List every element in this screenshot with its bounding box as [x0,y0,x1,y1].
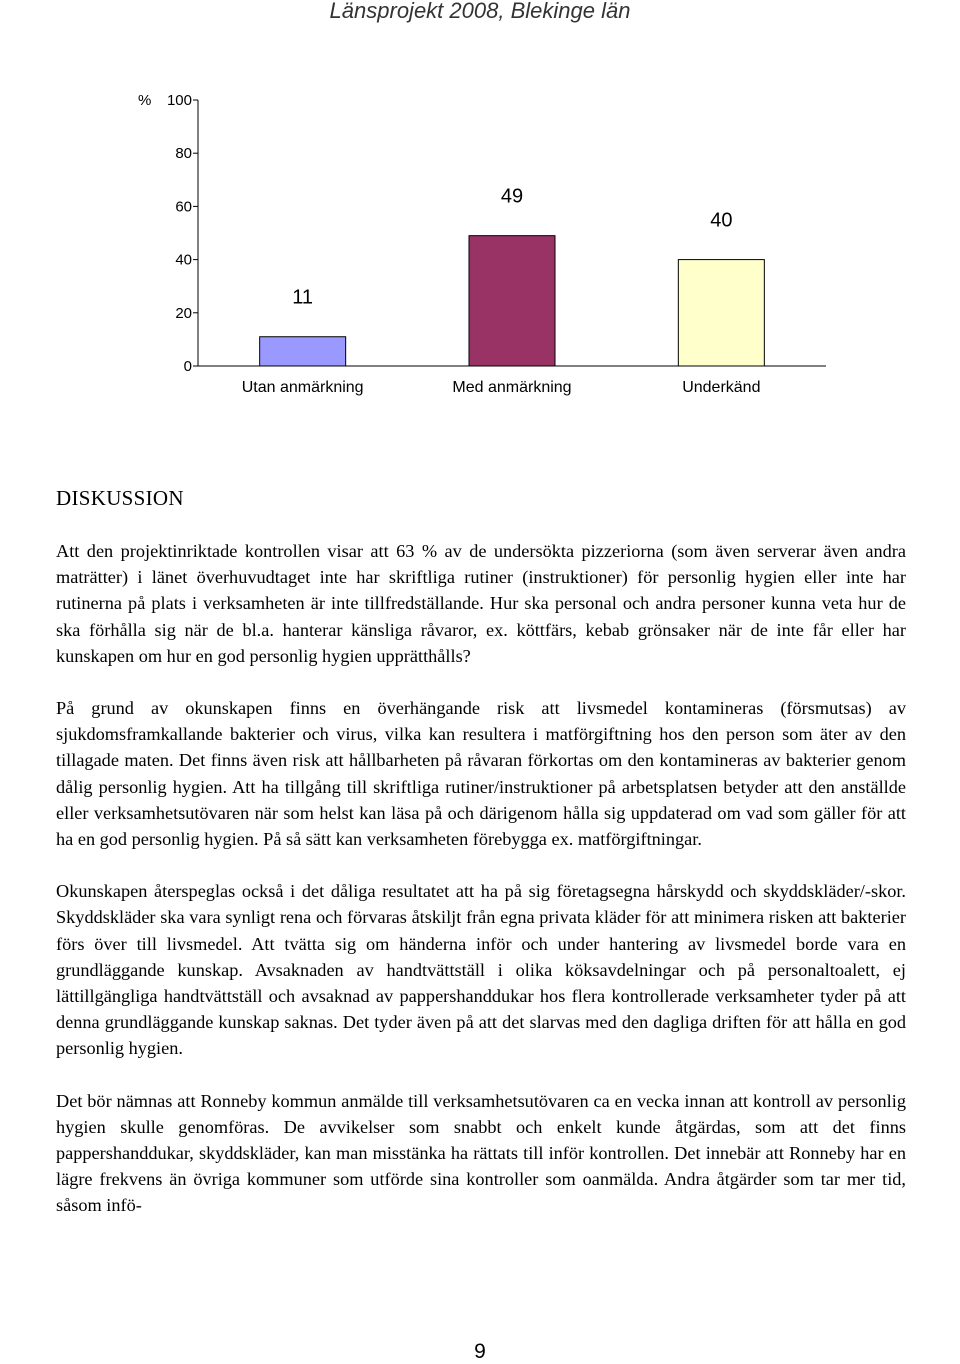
paragraph: Det bör nämnas att Ronneby kommun anmälde till verksamhetsutövaren ca en vecka innan att kontroll av personlig hygien skulle genomföras. De avvikelser som snabbt och enkelt kunde åtgärdas, som att det finns pappershanddukar, skyddskläder, kan man misstänka ha rättats till inför kontrollen. Det innebär att Ronneby har en lägre frekvens än övriga kommuner som utförde sina kontroller som oanmälda. Andra åtgärder som tar mer tid, såsom infö- [56,1090,906,1216]
y-tick-label: 100 [166,92,192,109]
y-axis-unit: % [138,92,152,109]
page-header: Länsprojekt 2008, Blekinge län [329,0,631,23]
x-tick-label: Utan anmärkning [241,379,364,396]
paragraph: Att den projektinriktade kontrollen visar att 63 % av de undersökta pizzeriorna (som även serverar även andra maträtter) i länet överhuvudtaget inte har skriftliga rutiner (instruktioner) för personlig hygien eller inte har rutinerna på plats i verksamheten är inte tillfredställande. Hur ska personal och andra personer kunna veta hur de ska förhålla sig när de bl.a. hanterar känsliga råvaror, ex. köttfärs, kebab grönsaker när de inte får eller har kunskapen om hur en god personlig hygien upprätthålls? [56,541,906,666]
data-label: 40 [710,209,733,232]
discussion-body [56,538,906,1245]
x-tick-label: Med anmärkning [452,379,572,396]
data-label: 11 [292,286,314,309]
bar [678,260,764,366]
y-tick-label: 20 [175,304,192,322]
bar-chart [0,80,960,400]
section-title: DISKUSSION [56,486,184,510]
paragraph: Okunskapen återspeglas också i det dåliga resultatet att ha på sig företagsegna hårskydd och skyddskläder/-skor. Skyddskläder ska vara synligt rena och förvaras åtskiljt från egna privata kläder för att minimera risken att bakterier förs över till livsmedel. Att tvätta sig om händerna inför och under hantering av livsmedel borde vara en grundläggande kunskap. Avsaknaden av handtvättställ i olika köksavdelningar och på personaltoalett, ej lättillgängliga handtvättställ och avsaknad av pappershanddukar hos flera kontrollerade verksamheter tyder på att denna grundläggande kunskap saknas. Det tyder även på att det slarvas med den dagliga driften för att hålla en god personlig hygien. [56,881,906,1059]
y-tick-label: 60 [175,198,192,216]
data-label: 49 [500,185,524,208]
bar [260,337,346,366]
chart-bars [260,236,765,366]
paragraph: På grund av okunskapen finns en överhängande risk att livsmedel kontamineras (försmutsas) av sjukdomsframkallande bakterier och virus, vilka kan resultera i matförgiftning hos den person som äter av den tillagade maten. Det finns även risk att hållbarheten på råvaran förkortas om den kontamineras av bakterier genom dålig personlig hygien. Att ha tillgång till skriftliga rutiner/instruktioner på arbetsplatsen betyder att den anställde eller verksamhetsutövaren när som helst kan läsa på och därigenom hålla sig uppdaterad om vad som gäller för att ha en god personlig hygien. På så sätt kan verksamheten förebygga ex. matförgiftningar. [56,698,906,850]
page-number: 9 [474,1340,486,1363]
y-tick-label: 0 [183,358,192,375]
y-tick-label: 40 [175,251,192,269]
x-tick-label: Underkänd [682,379,761,396]
bar [469,236,555,366]
y-tick-label: 80 [175,145,192,163]
